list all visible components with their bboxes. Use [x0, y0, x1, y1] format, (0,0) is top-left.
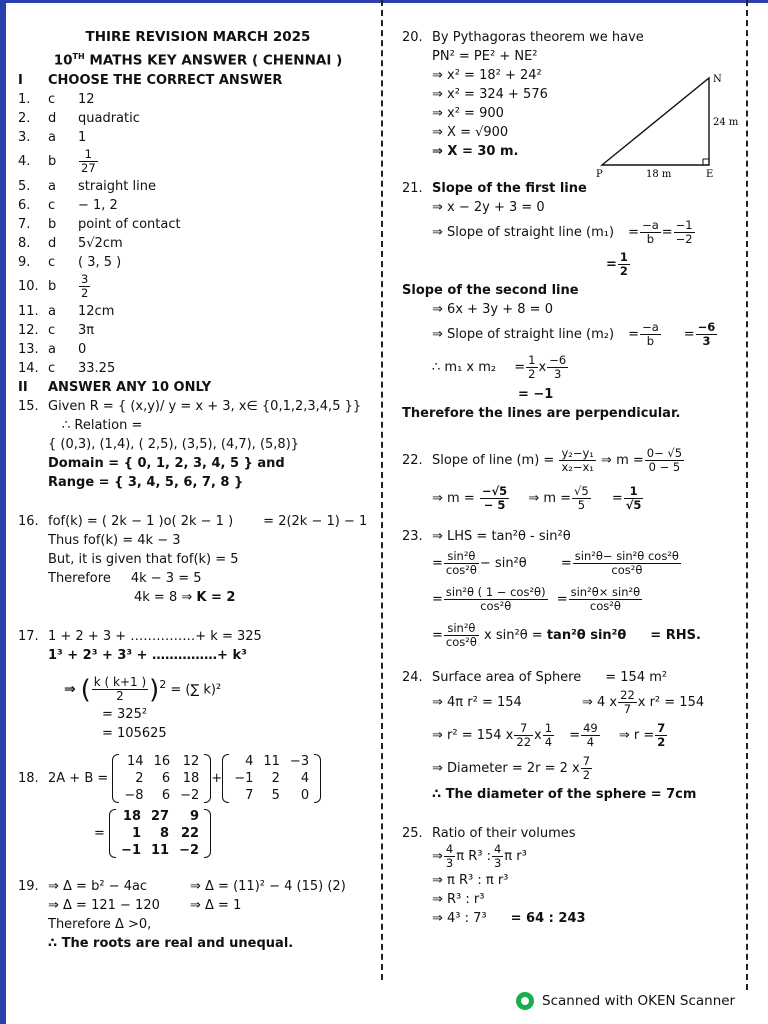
- fraction: $\frac{\text{y₂−y₁}}{\text{x₂−x₁}}$: [561, 446, 594, 474]
- fraction: $\frac{1}{√5}$: [625, 484, 642, 512]
- matrix-b: 4 11 −3 −1 2 4 7 5 0: [222, 753, 321, 804]
- q22-block: [402, 443, 742, 519]
- fraction: $\frac{\text{sin²θ}}{\text{cos²θ}}$: [445, 621, 477, 649]
- q17-block: [18, 627, 378, 743]
- q16-line: Thus fof(k) = 4k − 3: [48, 532, 181, 548]
- q15-block: [18, 397, 378, 492]
- q19-line: ⇒ Δ = 121 − 120 ⇒ Δ = 1: [48, 897, 242, 913]
- q23-line: = $\frac{\text{sin²θ ( 1 − cos²θ)}}{\text{cos²θ}}$ = $\frac{\text{sin²θ× sin²θ}}{\text{cos²θ}}$: [432, 585, 641, 613]
- fraction: $\frac{7}{22}$: [516, 721, 532, 749]
- mcq-item: 5. a straight line: [18, 178, 156, 194]
- oken-logo-icon: [516, 992, 534, 1010]
- column-divider: [381, 0, 383, 980]
- fraction: $\frac{22}{7}$: [620, 688, 635, 716]
- right-edge-line: [746, 0, 748, 990]
- mcq-item: 12. c 3π: [18, 322, 95, 338]
- mcq-item: 1. c 12: [18, 91, 95, 107]
- q15-line: { (0,3), (1,4), ( 2,5), (3,5), (4,7), (5,8)}: [48, 436, 300, 452]
- fraction: $\frac{\text{sin²θ ( 1 − cos²θ)}}{\text{cos²θ}}$: [445, 585, 546, 613]
- fraction: $\frac{k ( k+1 )}{2}$: [93, 674, 147, 703]
- q20-line: PN² = PE² + NE²: [432, 49, 538, 64]
- mcq-item: 6. c − 1, 2: [18, 197, 118, 213]
- mcq-item: 2. d quadratic: [18, 110, 140, 126]
- q17-line: = 325²: [102, 706, 148, 722]
- mcq-item: 14. c 33.25: [18, 360, 116, 376]
- mcq-list: [18, 90, 378, 378]
- q15-line: Domain = { 0, 1, 2, 3, 4, 5 } and: [48, 455, 285, 471]
- q17-line: ⇒ ( $\frac{k ( k+1 )}{2}$ )$^2$ = (∑ k)²: [64, 674, 222, 705]
- fraction: $\frac{-6}{3}$: [549, 353, 567, 381]
- q21-line: 21. Slope of the first line: [402, 181, 587, 196]
- vertex-label-e: E: [706, 169, 714, 180]
- q15-line: ∴ Relation =: [62, 417, 143, 433]
- q18-block: [18, 753, 378, 859]
- fraction: $\frac{-1}{-2}$: [675, 218, 693, 246]
- q24-line: ⇒ r² = 154 x $\frac{7}{22}$ x $\frac{1}{4}$ = $\frac{49}{4}$ ⇒ r = $\frac{7}{2}$: [432, 721, 666, 749]
- mcq-item: 9. c ( 3, 5 ): [18, 254, 122, 270]
- matrix-2a: 14 16 12 2 6 18 −8 6 −2: [112, 753, 211, 804]
- fraction: $\frac{1}{2}$: [528, 353, 536, 381]
- fraction: $\frac{4}{3}$: [445, 842, 454, 870]
- fraction: $\frac{7}{2}$: [582, 754, 591, 782]
- q16-line: 16. fof(k) = ( 2k − 1 )o( 2k − 1 ) = 2(2k − 1) − 1: [18, 513, 368, 529]
- q21-line: = $\frac{1}{2}$: [606, 250, 628, 278]
- q20-line: ⇒ X = √900: [432, 125, 509, 140]
- scanner-credit: Scanned with OKEN Scanner: [542, 993, 736, 1009]
- top-border: [0, 0, 768, 3]
- q15-line: 15. Given R = { (x,y)/ y = x + 3, x∈ {0,1,2,3,4,5 }}: [18, 398, 362, 414]
- mcq-item: 10. b $\frac{3}{2}$: [18, 271, 89, 300]
- left-border: [0, 0, 6, 1024]
- right-angle-mark: [703, 159, 709, 165]
- q19-line: Therefore Δ >0,: [48, 916, 152, 932]
- vertex-label-p: P: [596, 169, 603, 180]
- doc-title: THIRE REVISION MARCH 2025: [85, 29, 311, 45]
- q21-line: ∴ m₁ x m₂ = $\frac{1}{2}$ x $\frac{-6}{3}$: [432, 353, 567, 381]
- q20-line: ⇒ x² = 900: [432, 106, 504, 121]
- q16-line: Therefore 4k − 3 = 5: [48, 570, 202, 586]
- fraction: $\frac{-a}{b}$: [642, 320, 659, 348]
- q16-block: [18, 512, 378, 607]
- fraction: $\frac{\text{sin²θ− sin²θ cos²θ}}{\text{cos²θ}}$: [574, 549, 679, 577]
- q16-line: 4k = 8 ⇒ K = 2: [134, 589, 236, 605]
- q18-line: = 18 27 9 1 8 22 −1 11 −2: [18, 808, 378, 859]
- q25-block: [402, 824, 742, 928]
- q22-line: ⇒ m = $\frac{-√5}{- 5}$ ⇒ m = $\frac{√5}{5}$ = $\frac{1}{√5}$: [432, 484, 642, 512]
- fraction: $\frac{1}{27}$: [81, 146, 96, 175]
- q20-line: ⇒ x² = 18² + 24²: [432, 68, 542, 83]
- section-1-heading: I CHOOSE THE CORRECT ANSWER: [18, 72, 283, 88]
- q21-line: = −1: [518, 387, 554, 402]
- doc-subtitle: 10TH MATHS KEY ANSWER ( CHENNAI ): [53, 52, 343, 69]
- q24-block: [402, 668, 742, 804]
- mcq-item: 7. b point of contact: [18, 216, 181, 232]
- matrix-result: 18 27 9 1 8 22 −1 11 −2: [109, 808, 211, 859]
- mcq-item: 8. d 5√2cm: [18, 235, 123, 251]
- fraction: $\frac{\text{sin²θ}}{\text{cos²θ}}$: [445, 549, 477, 577]
- q24-line: ⇒ Diameter = 2r = 2 x $\frac{7}{2}$: [432, 754, 591, 782]
- q16-line: But, it is given that fof(k) = 5: [48, 551, 239, 567]
- q23-line: 23. ⇒ LHS = tan²θ - sin²θ: [402, 529, 571, 544]
- mcq-item: 4. b $\frac{1}{27}$: [18, 146, 96, 175]
- fraction: $\frac{-√5}{- 5}$: [481, 484, 508, 512]
- q17-line: = 105625: [102, 725, 167, 741]
- q24-line: ∴ The diameter of the sphere = 7cm: [432, 787, 697, 802]
- q21-line: ⇒ Slope of straight line (m₁) = $\frac{-a}{b}$ = $\frac{-1}{-2}$: [432, 218, 693, 246]
- q21-line: Slope of the second line: [402, 283, 579, 298]
- base-length-label: 18 m: [646, 169, 672, 180]
- q20-line: 20. By Pythagoras theorem we have: [402, 30, 644, 45]
- mcq-item: 3. a 1: [18, 129, 87, 145]
- q20-line: ⇒ X = 30 m.: [432, 144, 519, 159]
- side-length-label: 24 m: [713, 117, 739, 128]
- q25-line: ⇒ π R³ : π r³: [432, 873, 509, 888]
- q19-block: [18, 877, 378, 953]
- mcq-item: 11. a 12cm: [18, 303, 115, 319]
- q17-line: 17. 1 + 2 + 3 + ……………+ k = 325: [18, 628, 262, 644]
- fraction: $\frac{-6}{3}$: [697, 320, 716, 348]
- fraction: $\frac{1}{4}$: [544, 721, 553, 749]
- right-triangle-figure: [592, 70, 742, 182]
- q21-block: [402, 179, 742, 423]
- fraction: $\frac{49}{4}$: [583, 721, 598, 749]
- q25-line: ⇒ 4³ : 7³ = 64 : 243: [432, 911, 586, 926]
- fraction: $\frac{3}{2}$: [81, 271, 89, 300]
- fraction: $\frac{√5}{5}$: [574, 484, 589, 512]
- scanner-footer: [516, 992, 735, 1010]
- q23-line: = $\frac{\text{sin²θ}}{\text{cos²θ}}$ − sin²θ = $\frac{\text{sin²θ− sin²θ cos²θ}}{\text{cos²θ}}$: [432, 549, 679, 577]
- mcq-item: 13. a 0: [18, 341, 87, 357]
- fraction: $\frac{1}{2}$: [619, 250, 628, 278]
- q24-line: 24. Surface area of Sphere = 154 m²: [402, 670, 668, 685]
- fraction: $\frac{4}{3}$: [493, 842, 502, 870]
- q25-line: ⇒ $\frac{4}{3}$ π R³ : $\frac{4}{3}$ π r³: [432, 842, 527, 870]
- q25-line: 25. Ratio of their volumes: [402, 826, 576, 841]
- q20-line: ⇒ x² = 324 + 576: [432, 87, 548, 102]
- q19-line: 19. ⇒ Δ = b² − 4ac ⇒ Δ = (11)² − 4 (15) (2): [18, 878, 346, 894]
- triangle-shape: [602, 78, 709, 165]
- fraction: $\frac{\text{sin²θ× sin²θ}}{\text{cos²θ}}$: [570, 585, 641, 613]
- fraction: $\frac{-a}{b}$: [642, 218, 659, 246]
- q21-line: Therefore the lines are perpendicular.: [402, 406, 681, 421]
- q24-line: ⇒ 4π r² = 154 ⇒ 4 x $\frac{22}{7}$ x r² = 154: [432, 688, 705, 716]
- q23-block: [402, 527, 742, 654]
- q22-line: 22. Slope of line (m) = $\frac{\text{y₂−y₁}}{\text{x₂−x₁}}$ ⇒ m = $\frac{0- √5}{0 - 5}$: [402, 446, 683, 474]
- q21-line: ⇒ Slope of straight line (m₂) = $\frac{-a}{b}$ = $\frac{-6}{3}$: [432, 320, 716, 348]
- q25-line: ⇒ R³ : r³: [432, 892, 485, 907]
- fraction: $\frac{7}{2}$: [657, 721, 666, 749]
- vertex-label-n: N: [713, 74, 722, 85]
- q23-line: = $\frac{\text{sin²θ}}{\text{cos²θ}}$ x sin²θ = tan²θ sin²θ = RHS.: [432, 621, 701, 649]
- q15-line: Range = { 3, 4, 5, 6, 7, 8 }: [48, 474, 244, 490]
- q17-line: 1³ + 2³ + 3³ + ……………+ k³: [48, 647, 247, 663]
- q18-line: 18. 2A + B = 14 16 12 2 6 18 −8 6 −2 + 4 11 −3 −1 2 4 7 5 0: [18, 753, 378, 804]
- q21-line: ⇒ x − 2y + 3 = 0: [432, 200, 545, 215]
- q19-line: ∴ The roots are real and unequal.: [48, 935, 294, 951]
- section-2-heading: II ANSWER ANY 10 ONLY: [18, 379, 212, 395]
- q21-line: ⇒ 6x + 3y + 8 = 0: [432, 302, 553, 317]
- left-column: [18, 28, 378, 953]
- fraction: $\frac{0- √5}{0 - 5}$: [646, 446, 683, 474]
